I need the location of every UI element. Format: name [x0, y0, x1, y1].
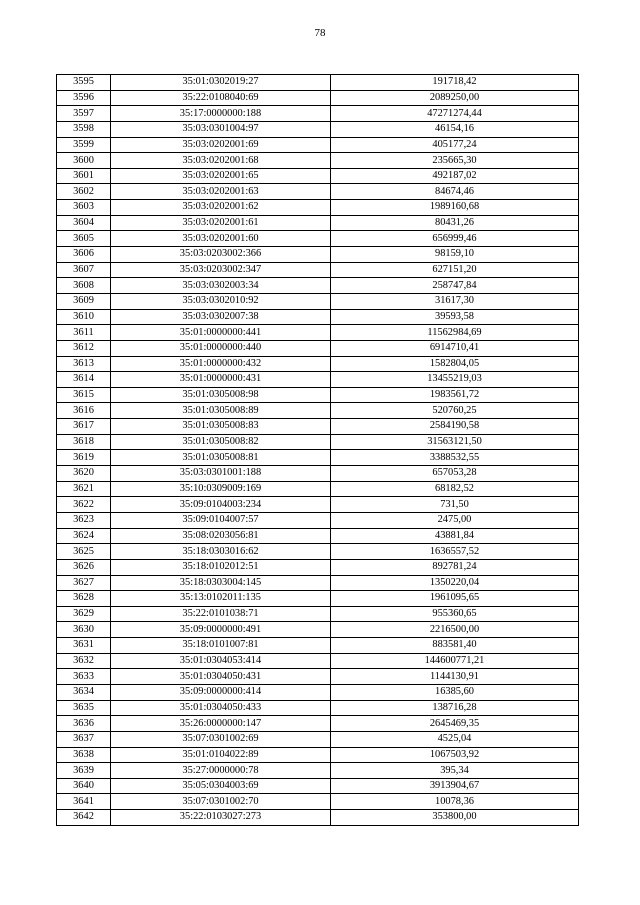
value-cell: 46154,16 [331, 121, 579, 137]
value-cell: 138716,28 [331, 700, 579, 716]
value-cell: 353800,00 [331, 810, 579, 826]
page-number: 78 [314, 27, 326, 39]
value-cell: 16385,60 [331, 684, 579, 700]
table-row [57, 778, 579, 794]
row-number-cell: 3595 [57, 75, 111, 91]
table-row [57, 340, 579, 356]
table-row [57, 121, 579, 137]
cadastral-number-cell: 35:10:0309009:169 [111, 481, 331, 497]
row-number-cell: 3640 [57, 778, 111, 794]
value-cell: 1961095,65 [331, 591, 579, 607]
value-cell: 68182,52 [331, 481, 579, 497]
table-row [57, 731, 579, 747]
cadastral-number-cell: 35:03:0203002:366 [111, 247, 331, 263]
table-row [57, 512, 579, 528]
table-row [57, 747, 579, 763]
cadastral-number-cell: 35:03:0301004:97 [111, 121, 331, 137]
value-cell: 657053,28 [331, 466, 579, 482]
table-row [57, 434, 579, 450]
cadastral-number-cell: 35:03:0203002:347 [111, 262, 331, 278]
cadastral-number-cell: 35:18:0101007:81 [111, 638, 331, 654]
row-number-cell: 3600 [57, 153, 111, 169]
cadastral-number-cell: 35:18:0303004:145 [111, 575, 331, 591]
table-row [57, 215, 579, 231]
value-cell: 883581,40 [331, 638, 579, 654]
table-row [57, 293, 579, 309]
value-cell: 1636557,52 [331, 544, 579, 560]
table-row [57, 450, 579, 466]
value-cell: 405177,24 [331, 137, 579, 153]
value-cell: 191718,42 [331, 75, 579, 91]
cadastral-number-cell: 35:01:0000000:432 [111, 356, 331, 372]
value-cell: 13455219,03 [331, 372, 579, 388]
table-row [57, 810, 579, 826]
cadastral-number-cell: 35:03:0202001:68 [111, 153, 331, 169]
table-row [57, 325, 579, 341]
table-row [57, 137, 579, 153]
cadastral-number-cell: 35:01:0305008:82 [111, 434, 331, 450]
table-row [57, 606, 579, 622]
value-cell: 11562984,69 [331, 325, 579, 341]
cadastral-number-cell: 35:09:0104007:57 [111, 512, 331, 528]
cadastral-number-cell: 35:03:0301001:188 [111, 466, 331, 482]
table-row [57, 622, 579, 638]
cadastral-number-cell: 35:22:0101038:71 [111, 606, 331, 622]
row-number-cell: 3637 [57, 731, 111, 747]
row-number-cell: 3623 [57, 512, 111, 528]
value-cell: 2475,00 [331, 512, 579, 528]
row-number-cell: 3624 [57, 528, 111, 544]
row-number-cell: 3601 [57, 168, 111, 184]
table-row [57, 716, 579, 732]
table-row [57, 684, 579, 700]
row-number-cell: 3599 [57, 137, 111, 153]
row-number-cell: 3596 [57, 90, 111, 106]
table-row [57, 419, 579, 435]
cadastral-number-cell: 35:01:0305008:98 [111, 387, 331, 403]
cadastral-number-cell: 35:01:0304050:431 [111, 669, 331, 685]
row-number-cell: 3621 [57, 481, 111, 497]
table-row [57, 638, 579, 654]
row-number-cell: 3608 [57, 278, 111, 294]
value-cell: 395,34 [331, 763, 579, 779]
row-number-cell: 3606 [57, 247, 111, 263]
cadastral-number-cell: 35:01:0302019:27 [111, 75, 331, 91]
cadastral-number-cell: 35:03:0202001:61 [111, 215, 331, 231]
table-row [57, 575, 579, 591]
value-cell: 1989160,68 [331, 200, 579, 216]
value-cell: 80431,26 [331, 215, 579, 231]
row-number-cell: 3612 [57, 340, 111, 356]
table-row [57, 544, 579, 560]
table-row [57, 653, 579, 669]
row-number-cell: 3604 [57, 215, 111, 231]
value-cell: 1582804,05 [331, 356, 579, 372]
cadastral-number-cell: 35:27:0000000:78 [111, 763, 331, 779]
cadastral-number-cell: 35:03:0202001:60 [111, 231, 331, 247]
table-row [57, 90, 579, 106]
row-number-cell: 3634 [57, 684, 111, 700]
row-number-cell: 3615 [57, 387, 111, 403]
table-row [57, 106, 579, 122]
cadastral-number-cell: 35:01:0000000:431 [111, 372, 331, 388]
table-row [57, 247, 579, 263]
cadastral-number-cell: 35:01:0104022:89 [111, 747, 331, 763]
cadastral-number-cell: 35:01:0304050:433 [111, 700, 331, 716]
table-row [57, 481, 579, 497]
value-cell: 520760,25 [331, 403, 579, 419]
value-cell: 955360,65 [331, 606, 579, 622]
row-number-cell: 3639 [57, 763, 111, 779]
cadastral-number-cell: 35:17:0000000:188 [111, 106, 331, 122]
value-cell: 6914710,41 [331, 340, 579, 356]
table-row [57, 466, 579, 482]
cadastral-number-cell: 35:01:0305008:83 [111, 419, 331, 435]
row-number-cell: 3629 [57, 606, 111, 622]
row-number-cell: 3603 [57, 200, 111, 216]
row-number-cell: 3614 [57, 372, 111, 388]
row-number-cell: 3630 [57, 622, 111, 638]
value-cell: 2645469,35 [331, 716, 579, 732]
cadastral-number-cell: 35:09:0104003:234 [111, 497, 331, 513]
value-cell: 39593,58 [331, 309, 579, 325]
table-row [57, 231, 579, 247]
row-number-cell: 3632 [57, 653, 111, 669]
cadastral-number-cell: 35:03:0302010:92 [111, 293, 331, 309]
value-cell: 31617,30 [331, 293, 579, 309]
value-cell: 1983561,72 [331, 387, 579, 403]
row-number-cell: 3625 [57, 544, 111, 560]
cadastral-number-cell: 35:09:0000000:491 [111, 622, 331, 638]
value-cell: 235665,30 [331, 153, 579, 169]
table-row [57, 309, 579, 325]
table-row [57, 403, 579, 419]
value-cell: 258747,84 [331, 278, 579, 294]
cadastral-number-cell: 35:01:0305008:89 [111, 403, 331, 419]
row-number-cell: 3610 [57, 309, 111, 325]
value-cell: 10078,36 [331, 794, 579, 810]
cadastral-number-cell: 35:03:0302003:34 [111, 278, 331, 294]
table-row [57, 794, 579, 810]
value-cell: 492187,02 [331, 168, 579, 184]
value-cell: 3388532,55 [331, 450, 579, 466]
value-cell: 1067503,92 [331, 747, 579, 763]
table-row [57, 559, 579, 575]
cadastral-number-cell: 35:01:0304053:414 [111, 653, 331, 669]
value-cell: 627151,20 [331, 262, 579, 278]
table-row [57, 278, 579, 294]
table-row [57, 669, 579, 685]
row-number-cell: 3616 [57, 403, 111, 419]
row-number-cell: 3602 [57, 184, 111, 200]
table-row [57, 528, 579, 544]
cadastral-number-cell: 35:03:0202001:69 [111, 137, 331, 153]
row-number-cell: 3622 [57, 497, 111, 513]
row-number-cell: 3620 [57, 466, 111, 482]
cadastral-number-cell: 35:26:0000000:147 [111, 716, 331, 732]
table-row [57, 372, 579, 388]
value-cell: 47271274,44 [331, 106, 579, 122]
table-body [57, 75, 579, 826]
row-number-cell: 3617 [57, 419, 111, 435]
cadastral-number-cell: 35:22:0108040:69 [111, 90, 331, 106]
row-number-cell: 3631 [57, 638, 111, 654]
value-cell: 3913904,67 [331, 778, 579, 794]
table-row [57, 591, 579, 607]
value-cell: 1144130,91 [331, 669, 579, 685]
value-cell: 656999,46 [331, 231, 579, 247]
row-number-cell: 3613 [57, 356, 111, 372]
table-row [57, 763, 579, 779]
cadastral-number-cell: 35:03:0202001:63 [111, 184, 331, 200]
value-cell: 31563121,50 [331, 434, 579, 450]
table-row [57, 387, 579, 403]
value-cell: 144600771,21 [331, 653, 579, 669]
row-number-cell: 3627 [57, 575, 111, 591]
cadastral-number-cell: 35:05:0304003:69 [111, 778, 331, 794]
row-number-cell: 3633 [57, 669, 111, 685]
cadastral-number-cell: 35:18:0102012:51 [111, 559, 331, 575]
cadastral-number-cell: 35:03:0202001:62 [111, 200, 331, 216]
row-number-cell: 3642 [57, 810, 111, 826]
table-row [57, 497, 579, 513]
table-row [57, 184, 579, 200]
value-cell: 4525,04 [331, 731, 579, 747]
row-number-cell: 3598 [57, 121, 111, 137]
table-row [57, 700, 579, 716]
value-cell: 731,50 [331, 497, 579, 513]
row-number-cell: 3609 [57, 293, 111, 309]
cadastral-number-cell: 35:07:0301002:69 [111, 731, 331, 747]
table-row [57, 153, 579, 169]
row-number-cell: 3628 [57, 591, 111, 607]
row-number-cell: 3641 [57, 794, 111, 810]
row-number-cell: 3638 [57, 747, 111, 763]
value-cell: 98159,10 [331, 247, 579, 263]
cadastral-number-cell: 35:03:0302007:38 [111, 309, 331, 325]
row-number-cell: 3635 [57, 700, 111, 716]
row-number-cell: 3611 [57, 325, 111, 341]
table-row [57, 168, 579, 184]
cadastral-number-cell: 35:01:0000000:441 [111, 325, 331, 341]
cadastral-number-cell: 35:18:0303016:62 [111, 544, 331, 560]
value-cell: 892781,24 [331, 559, 579, 575]
cadastral-number-cell: 35:07:0301002:70 [111, 794, 331, 810]
cadastral-number-cell: 35:13:0102011:135 [111, 591, 331, 607]
row-number-cell: 3626 [57, 559, 111, 575]
row-number-cell: 3605 [57, 231, 111, 247]
cadastral-number-cell: 35:22:0103027:273 [111, 810, 331, 826]
cadastral-number-cell: 35:01:0305008:81 [111, 450, 331, 466]
value-cell: 2216500,00 [331, 622, 579, 638]
cadastral-number-cell: 35:08:0203056:81 [111, 528, 331, 544]
table-row [57, 75, 579, 91]
table-row [57, 262, 579, 278]
row-number-cell: 3618 [57, 434, 111, 450]
value-cell: 84674,46 [331, 184, 579, 200]
row-number-cell: 3597 [57, 106, 111, 122]
value-cell: 2584190,58 [331, 419, 579, 435]
value-cell: 1350220,04 [331, 575, 579, 591]
cadastral-number-cell: 35:01:0000000:440 [111, 340, 331, 356]
cadastral-number-cell: 35:09:0000000:414 [111, 684, 331, 700]
table-row [57, 356, 579, 372]
row-number-cell: 3636 [57, 716, 111, 732]
row-number-cell: 3607 [57, 262, 111, 278]
table-row [57, 200, 579, 216]
data-table [56, 74, 579, 826]
cadastral-number-cell: 35:03:0202001:65 [111, 168, 331, 184]
row-number-cell: 3619 [57, 450, 111, 466]
value-cell: 2089250,00 [331, 90, 579, 106]
value-cell: 43881,84 [331, 528, 579, 544]
